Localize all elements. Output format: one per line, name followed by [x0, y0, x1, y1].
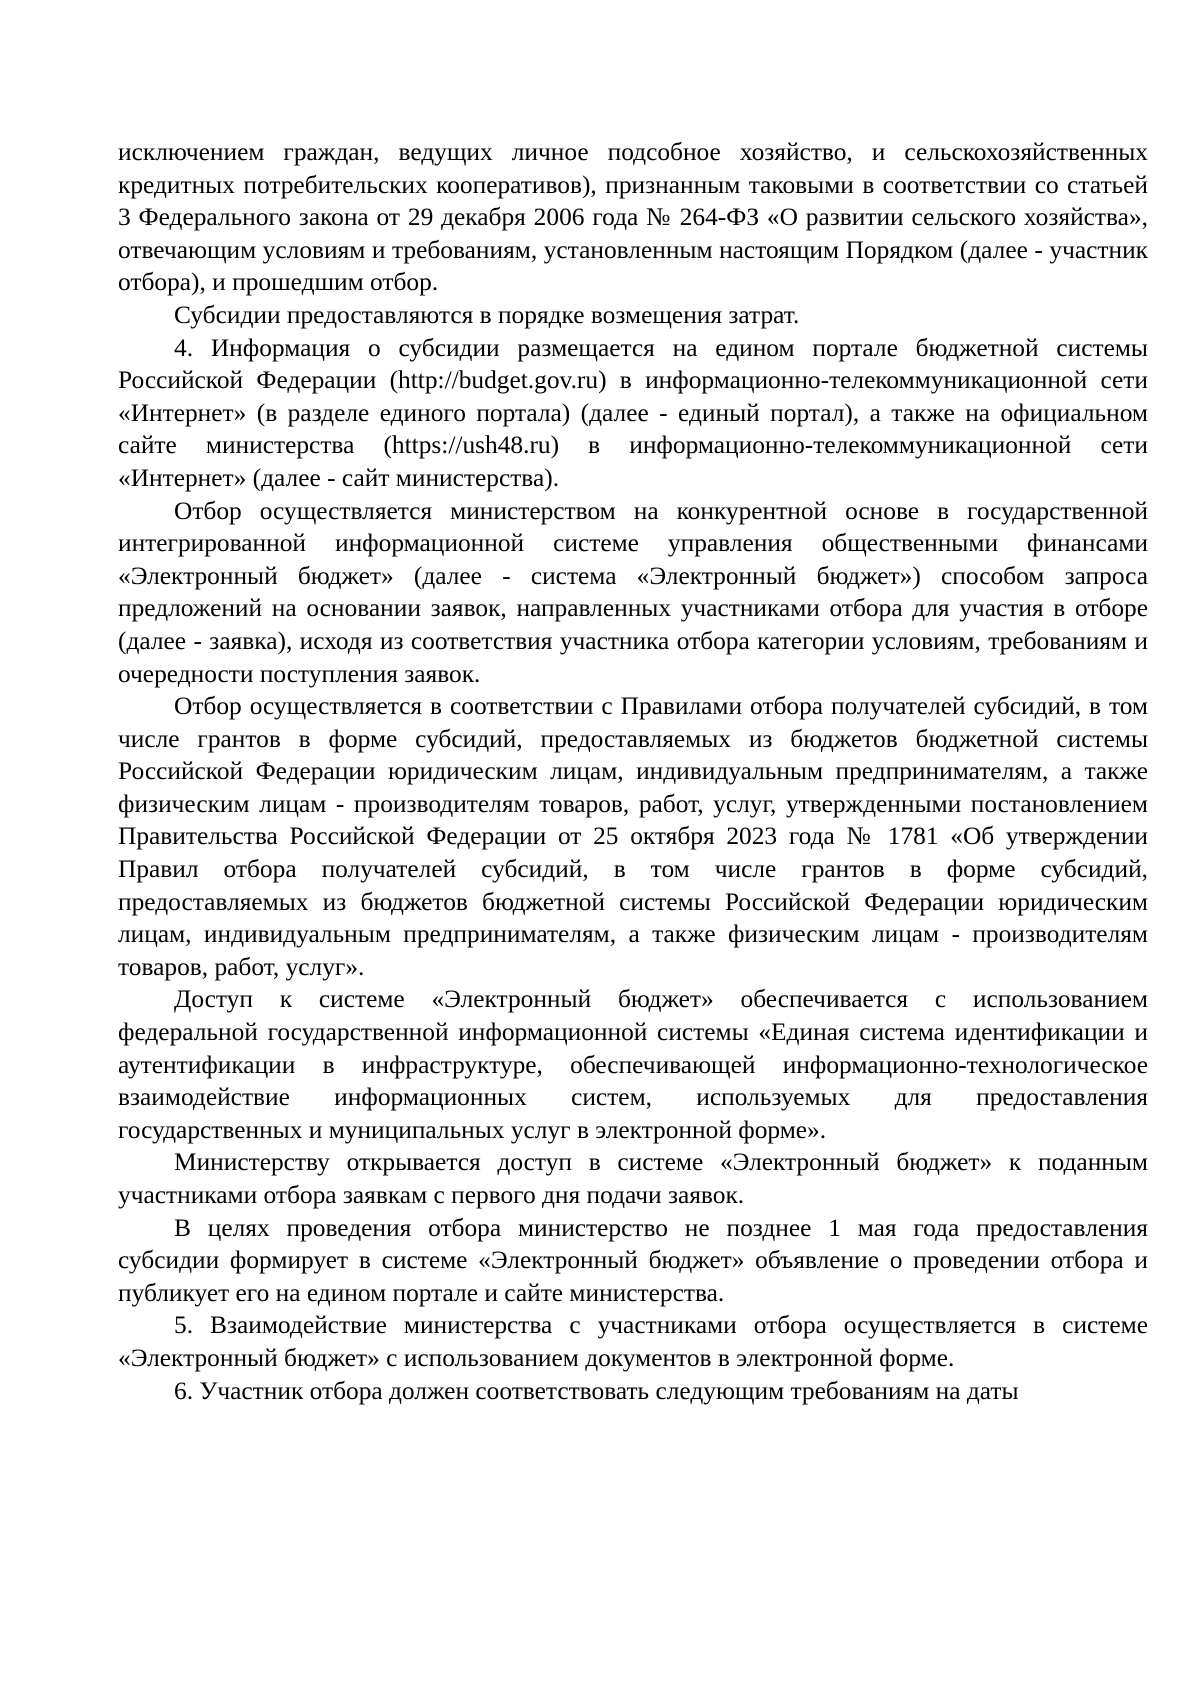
paragraph-item-4-information: 4. Информация о субсидии размещается на едином портале бюджетной системы Российской Федерации (http://budget.gov.ru) в информационно-телекоммуникационной сети «Интернет» (в разделе единого портала) (далее - единый портал), а также на официальном сайте министерства (https://ush48.ru) в информационно-телекоммуникационной сети «Интернет» (далее - сайт министерства). — [118, 333, 1148, 492]
paragraph-selection-competitive: Отбор осуществляется министерством на конкурентной основе в государственной интегрированной информационной системе управления общественными финансами «Электронный бюджет» (далее - система «Электронный бюджет») способом запроса предложений на основании заявок, направленных участниками отбора для участия в отборе (далее - заявка), исходя из соответствия участника отбора категории условиям, требованиям и очередности поступления заявок. — [118, 496, 1148, 688]
paragraph-item-6-requirements: 6. Участник отбора должен соответствовать следующим требованиям на даты — [174, 1376, 1019, 1405]
paragraph-subsidy-compensation: Субсидии предоставляются в порядке возмещения затрат. — [174, 300, 800, 329]
paragraph-system-access: Доступ к системе «Электронный бюджет» обеспечивается с использованием федеральной государственной информационной системы «Единая система идентификации и аутентификации в инфраструктуре, обеспечивающей информационно-технологическое взаимодействие информационных систем, используемых для предоставления государственных и муниципальных услуг в электронной форме». — [118, 985, 1148, 1144]
paragraph-selection-rules: Отбор осуществляется в соответствии с Правилами отбора получателей субсидий, в том числе грантов в форме субсидий, предоставляемых из бюджетов бюджетной системы Российской Федерации юридическим лицам, индивидуальным предпринимателям, а также физическим лицам - производителям товаров, работ, услуг, утвержденными постановлением Правительства Российской Федерации от 25 октября 2023 года № 1781 «Об утверждении Правил отбора получателей субсидий, в том числе грантов в форме субсидий, предоставляемых из бюджетов бюджетной системы Российской Федерации юридическим лицам, индивидуальным предпринимателям, а также физическим лицам - производителям товаров, работ, услуг». — [118, 692, 1148, 981]
paragraph-ministry-access: Министерству открывается доступ в системе «Электронный бюджет» к поданным участниками отбора заявкам с первого дня подачи заявок. — [118, 1148, 1148, 1209]
paragraph-item-5-interaction: 5. Взаимодействие министерства с участниками отбора осуществляется в системе «Электронный бюджет» с использованием документов в электронной форме. — [118, 1311, 1148, 1372]
document-page — [118, 136, 1148, 1407]
paragraph-announcement: В целях проведения отбора министерство не позднее 1 мая года предоставления субсидии формирует в системе «Электронный бюджет» объявление о проведении отбора и публикует его на едином портале и сайте министерства. — [118, 1213, 1148, 1307]
paragraph-continuation: исключением граждан, ведущих личное подсобное хозяйство, и сельскохозяйственных кредитных потребительских кооперативов), признанным таковыми в соответствии со статьей 3 Федерального закона от 29 декабря 2006 года № 264-ФЗ «О развитии сельского хозяйства», отвечающим условиям и требованиям, установленным настоящим Порядком (далее - участник отбора), и прошедшим отбор. — [118, 138, 1148, 297]
